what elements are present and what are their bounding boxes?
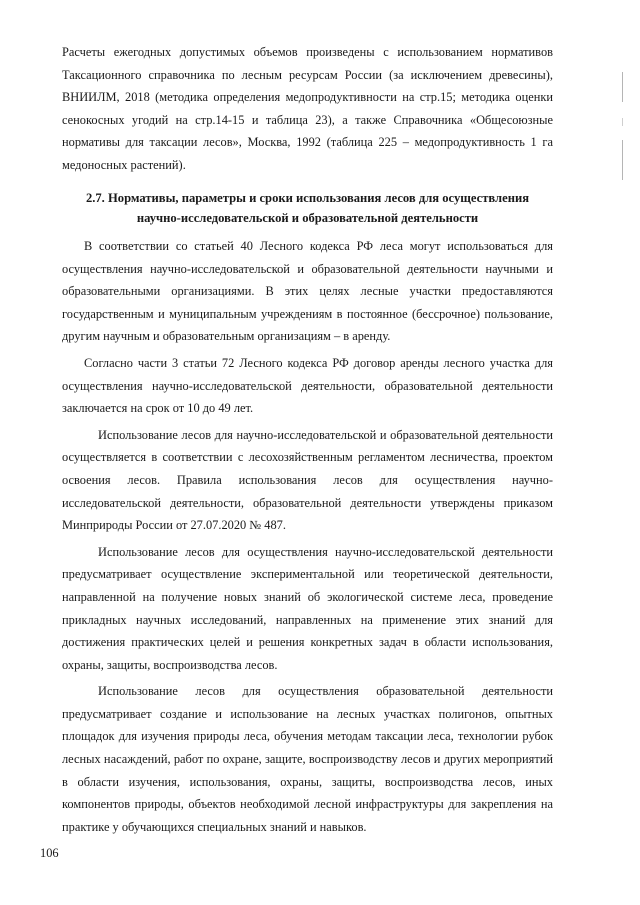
body-paragraph-4: Использование лесов для осуществления научно-исследовательской деятельности предусматривает осуществление экспериментальной или теоретической деятельности, направленной на получение новых знаний об экологической системе леса, проведение прикладных научных исследований, направленных на применение этих знаний для достижения практических целей и решения конкретных задач в области использования, охраны, защиты, воспроизводства лесов.: [62, 544, 553, 672]
page-number: 106: [40, 846, 59, 860]
body-paragraph-2: Согласно части 3 статьи 72 Лесного кодекса РФ договор аренды лесного участка для осуществления научно-исследовательской деятельности, образовательной деятельности заключается на срок от 10 до 49 лет.: [62, 355, 553, 416]
scan-artifact-mark: [622, 140, 623, 180]
body-paragraph-1: В соответствии со статьей 40 Лесного кодекса РФ леса могут использоваться для осуществления научно-исследовательской и образовательной деятельности научными и образовательными организациями. В этих целях лесные участки предоставляются государственным и муниципальным учреждениям в постоянное (бессрочное) пользование, другим научным и образовательным организациям – в аренду.: [62, 239, 553, 344]
section-heading-line-1: 2.7. Нормативы, параметры и сроки использования лесов для осуществления: [85, 191, 530, 205]
scan-artifact-mark: [622, 72, 623, 102]
section-heading: [62, 189, 553, 228]
scan-artifact-mark: [622, 118, 623, 126]
section-body: [62, 235, 553, 842]
body-paragraph-5: Использование лесов для осуществления образовательной деятельности предусматривает создание и использование на лесных участках полигонов, опытных площадок для изучения природы леса, обучения методам таксации леса, технологии рубок лесных насаждений, работ по охране, защите, воспроизводству лесов и других мероприятий в области изучения, использования, охраны, защиты, воспроизводства лесов, иных компонентов природы, объектов необходимой лесной инфраструктуры для закрепления на практике у обучающихся специальных знаний и навыков.: [62, 684, 553, 834]
intro-block: [62, 41, 553, 177]
section-heading-line-2: научно-исследовательской и образовательной деятельности: [136, 210, 479, 225]
intro-paragraph: Расчеты ежегодных допустимых объемов произведены с использованием нормативов Таксационного справочника по лесным ресурсам России (за исключением древесины), ВНИИЛМ, 2018 (методика определения медопродуктивности на стр.15; методика оценки сенокосных угодий на стр.14-15 и таблица 23), а также Справочника «Общесоюзные нормативы для таксации лесов», Москва, 1992 (таблица 225 – медопродуктивность 1 га медоносных растений).: [62, 45, 553, 172]
body-paragraph-3: Использование лесов для научно-исследовательской и образовательной деятельности осуществляется в соответствии с лесохозяйственным регламентом лесничества, проектом освоения лесов. Правила использования лесов для осуществления научно-исследовательской деятельности, образовательной деятельности утверждены приказом Минприроды России от 27.07.2020 № 487.: [62, 427, 553, 533]
